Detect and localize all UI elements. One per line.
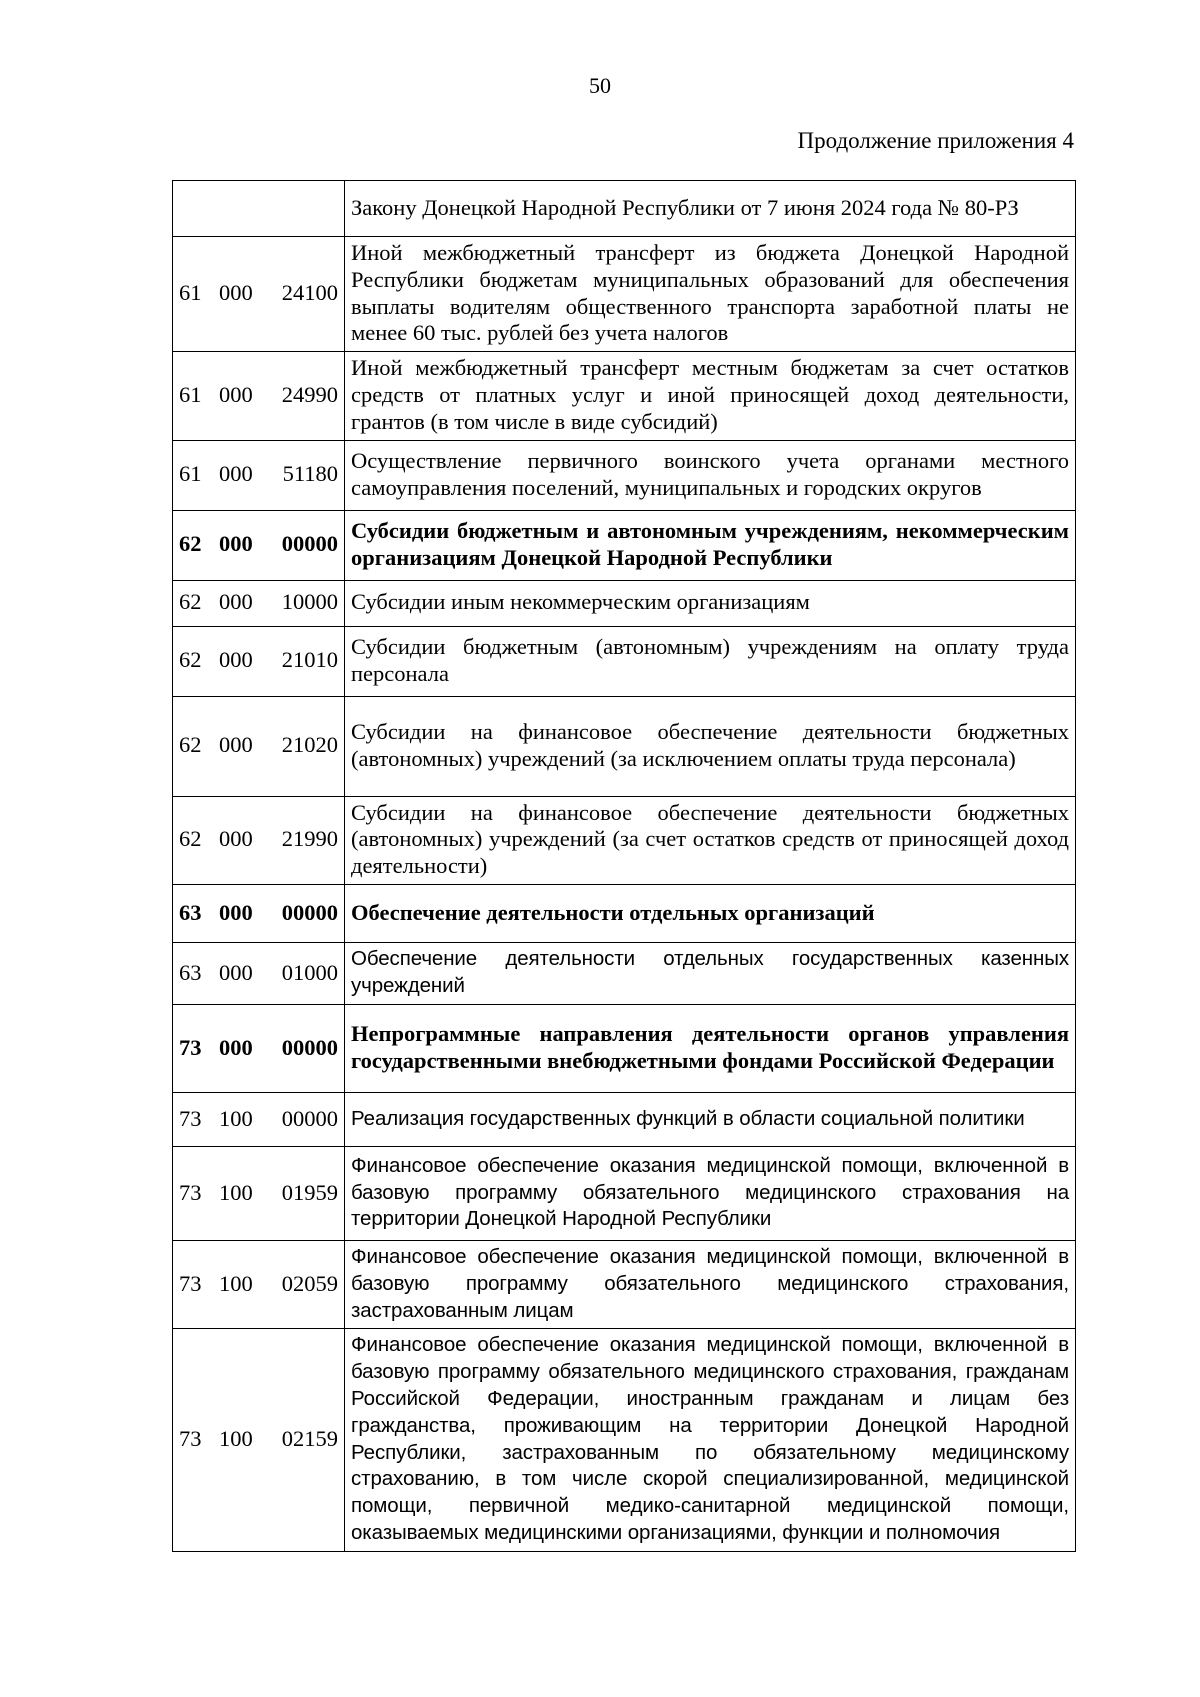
- appendix-continuation-note: Продолжение приложения 4: [797, 128, 1074, 153]
- code-program: 61: [179, 461, 202, 487]
- description-cell: Финансовое обеспечение оказания медицинской помощи, включенной в базовую программу обязательного медицинского страхования, гражданам Российской Федерации, иностранным гражданам и лицам без гражданства, проживающим на территории Донецкой Народной Республики, застрахованным по обязательному медицинскому страхованию, в том числе скорой специализированной, медицинской помощи, первичной медико-санитарной медицинской помощи, оказываемых медицинскими организациями, функции и полномочия: [345, 1329, 1076, 1551]
- code-cell: [173, 352, 345, 440]
- classification-code: [179, 1271, 338, 1298]
- code-subprogram: 000: [219, 959, 253, 985]
- code-subprogram: 000: [219, 589, 253, 615]
- code-cell: [173, 626, 345, 696]
- code-direction: 10000: [281, 589, 338, 615]
- code-subprogram: 100: [219, 1270, 253, 1296]
- code-direction: 51180: [282, 461, 338, 487]
- code-subprogram: 000: [219, 1034, 253, 1060]
- table-row: [173, 1329, 1076, 1551]
- code-subprogram: 000: [219, 280, 253, 306]
- code-program: 73: [179, 1034, 202, 1060]
- code-cell: [173, 942, 345, 1004]
- classification-code: [179, 1180, 338, 1207]
- description-cell: Реализация государственных функций в области социальной политики: [345, 1092, 1076, 1146]
- table-row: [173, 440, 1076, 510]
- code-direction: 02059: [281, 1270, 338, 1296]
- classification-code: [179, 461, 338, 488]
- description-cell: Иной межбюджетный трансферт местным бюджетам за счет остатков средств от платных услуг и иной приносящей доход деятельности, грантов (в том числе в виде субсидий): [345, 352, 1076, 440]
- code-program: 62: [179, 732, 202, 758]
- code-cell: [173, 1329, 345, 1551]
- code-program: 62: [179, 826, 202, 852]
- code-program: 62: [179, 647, 202, 673]
- description-cell: Осуществление первичного воинского учета органами местного самоуправления поселений, муниципальных и городских округов: [345, 440, 1076, 510]
- table-row: [173, 352, 1076, 440]
- code-direction: 00000: [281, 899, 338, 925]
- classification-code: [179, 647, 338, 674]
- table-row: [173, 181, 1076, 237]
- code-direction: 24100: [281, 280, 338, 306]
- code-cell: [173, 1146, 345, 1240]
- table-row: [173, 1092, 1076, 1146]
- code-subprogram: 000: [219, 732, 253, 758]
- code-cell: [173, 510, 345, 580]
- code-subprogram: 000: [219, 531, 253, 557]
- table-row: [173, 796, 1076, 884]
- table-row: [173, 942, 1076, 1004]
- code-cell: [173, 1004, 345, 1092]
- classification-code: [179, 280, 338, 307]
- description-cell: Обеспечение деятельности отдельных государственных казенных учреждений: [345, 942, 1076, 1004]
- code-cell: [173, 1240, 345, 1328]
- description-cell: Обеспечение деятельности отдельных организаций: [345, 884, 1076, 942]
- code-program: 73: [179, 1105, 202, 1131]
- code-subprogram: 100: [219, 1426, 253, 1452]
- page-number: 50: [589, 73, 611, 98]
- code-direction: 01959: [281, 1179, 338, 1205]
- code-subprogram: 100: [219, 1105, 253, 1131]
- code-cell: [173, 884, 345, 942]
- table-row: [173, 580, 1076, 626]
- code-direction: 24990: [281, 381, 338, 407]
- code-direction: 00000: [281, 1105, 338, 1131]
- code-cell: [173, 1092, 345, 1146]
- code-program: 61: [179, 280, 202, 306]
- table-row: [173, 626, 1076, 696]
- table-row: [173, 510, 1076, 580]
- code-program: 63: [179, 959, 202, 985]
- table-row: [173, 1240, 1076, 1328]
- description-cell: Субсидии бюджетным и автономным учреждениям, некоммерческим организациям Донецкой Народной Республики: [345, 510, 1076, 580]
- classification-code: [179, 960, 338, 987]
- description-cell: Субсидии на финансовое обеспечение деятельности бюджетных (автономных) учреждений (за исключением оплаты труда персонала): [345, 696, 1076, 796]
- description-cell: Субсидии бюджетным (автономным) учреждениям на оплату труда персонала: [345, 626, 1076, 696]
- table-body: [173, 181, 1076, 1552]
- classification-code: [179, 589, 338, 616]
- table-row: [173, 696, 1076, 796]
- code-direction: 21020: [281, 732, 338, 758]
- code-cell: [173, 181, 345, 237]
- code-program: 62: [179, 589, 202, 615]
- code-subprogram: 000: [219, 381, 253, 407]
- classification-code: [179, 1035, 338, 1062]
- code-subprogram: 000: [219, 899, 253, 925]
- description-cell: Непрограммные направления деятельности органов управления государственными внебюджетными фондами Российской Федерации: [345, 1004, 1076, 1092]
- table-row: [173, 237, 1076, 352]
- code-program: 63: [179, 899, 202, 925]
- classification-code: [179, 900, 338, 927]
- code-subprogram: 000: [219, 826, 253, 852]
- budget-classification-table: [172, 180, 1076, 1552]
- code-subprogram: 100: [219, 1179, 253, 1205]
- code-direction: 02159: [281, 1426, 338, 1452]
- classification-code: [179, 382, 338, 409]
- table-row: [173, 1146, 1076, 1240]
- classification-code: [179, 1426, 338, 1453]
- table-row: [173, 1004, 1076, 1092]
- code-program: 61: [179, 381, 202, 407]
- code-program: 62: [179, 531, 202, 557]
- description-cell: Иной межбюджетный трансферт из бюджета Донецкой Народной Республики бюджетам муниципальных образований для обеспечения выплаты водителям общественного транспорта заработной платы не менее 60 тыс. рублей без учета налогов: [345, 237, 1076, 352]
- classification-code: [179, 732, 338, 759]
- code-program: 73: [179, 1270, 202, 1296]
- code-direction: 01000: [281, 959, 338, 985]
- description-cell: Финансовое обеспечение оказания медицинской помощи, включенной в базовую программу обязательного медицинского страхования на территории Донецкой Народной Республики: [345, 1146, 1076, 1240]
- description-cell: Субсидии на финансовое обеспечение деятельности бюджетных (автономных) учреждений (за счет остатков средств от приносящей доход деятельности): [345, 796, 1076, 884]
- code-direction: 00000: [281, 531, 338, 557]
- classification-code: [179, 531, 338, 558]
- code-direction: 21010: [281, 647, 338, 673]
- code-cell: [173, 796, 345, 884]
- description-cell: Субсидии иным некоммерческим организациям: [345, 580, 1076, 626]
- code-direction: 21990: [281, 826, 338, 852]
- description-cell: Закону Донецкой Народной Республики от 7 июня 2024 года № 80-РЗ: [345, 181, 1076, 237]
- classification-code: [179, 1106, 338, 1133]
- code-cell: [173, 237, 345, 352]
- code-subprogram: 000: [219, 461, 253, 487]
- code-program: 73: [179, 1426, 202, 1452]
- table-row: [173, 884, 1076, 942]
- code-cell: [173, 440, 345, 510]
- classification-code: [179, 826, 338, 853]
- code-program: 73: [179, 1179, 202, 1205]
- code-cell: [173, 696, 345, 796]
- code-subprogram: 000: [219, 647, 253, 673]
- description-cell: Финансовое обеспечение оказания медицинской помощи, включенной в базовую программу обязательного медицинского страхования, застрахованным лицам: [345, 1240, 1076, 1328]
- code-cell: [173, 580, 345, 626]
- code-direction: 00000: [281, 1034, 338, 1060]
